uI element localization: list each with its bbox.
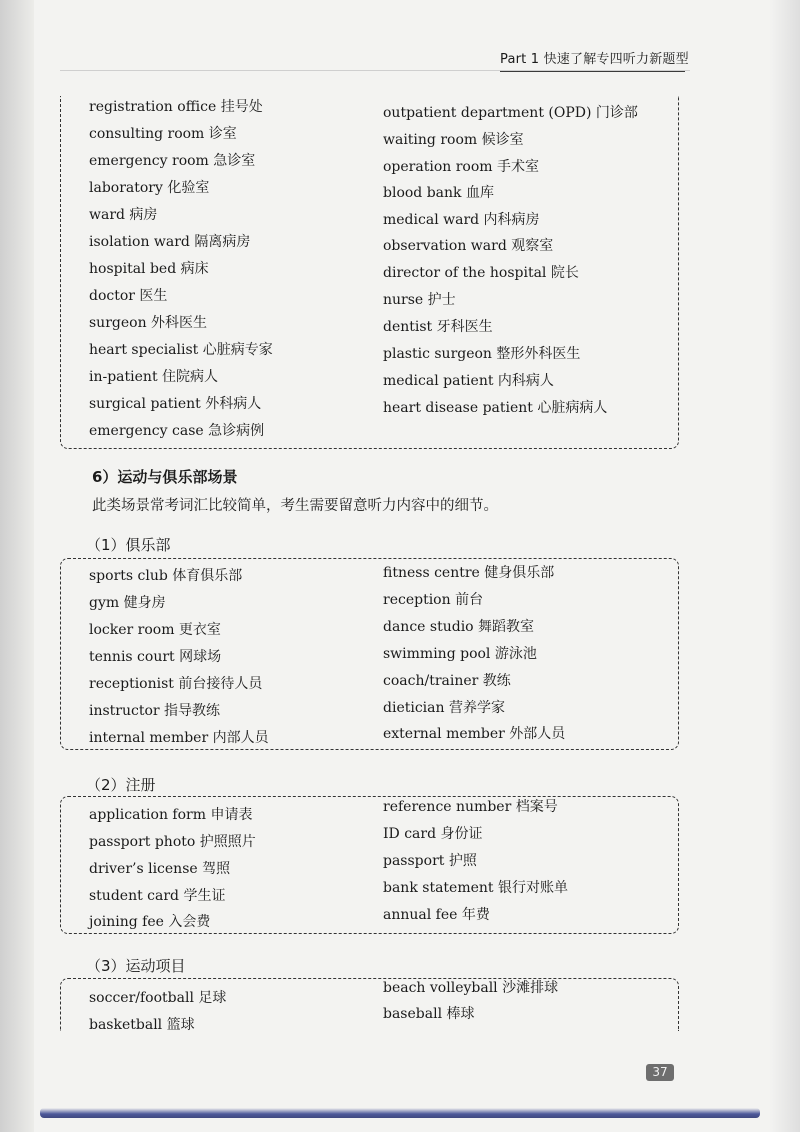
- vocab-term: operation room 手术室: [383, 159, 539, 175]
- vocab-term: medical patient 内科病人: [383, 373, 554, 389]
- vocab-term: heart disease patient 心脏病病人: [383, 400, 608, 416]
- vocab-term: reception 前台: [383, 592, 484, 608]
- vocab-term: ID card 身份证: [383, 826, 483, 842]
- registration-vocab-box: [60, 796, 679, 934]
- vocab-term: internal member 内部人员: [89, 730, 269, 746]
- vocab-term: receptionist 前台接待人员: [89, 676, 263, 692]
- vocab-term: reference number 档案号: [383, 799, 558, 815]
- vocab-term: basketball 篮球: [89, 1017, 195, 1033]
- page-shadow-left: [0, 0, 34, 1132]
- vocab-term: emergency room 急诊室: [89, 153, 256, 169]
- vocab-term: swimming pool 游泳池: [383, 646, 537, 662]
- vocab-term: emergency case 急诊病例: [89, 423, 265, 439]
- subsection-title-sports: （3）运动项目: [86, 957, 186, 975]
- vocab-term: laboratory 化验室: [89, 180, 210, 196]
- vocab-term: surgeon 外科医生: [89, 315, 208, 331]
- vocab-term: passport 护照: [383, 853, 477, 869]
- vocab-term: coach/trainer 教练: [383, 673, 511, 689]
- vocab-term: blood bank 血库: [383, 185, 494, 201]
- vocab-term: gym 健身房: [89, 595, 166, 611]
- header-rule: [60, 70, 690, 71]
- vocab-term: ward 病房: [89, 207, 158, 223]
- page-shadow-bottom: [40, 1108, 760, 1118]
- vocab-term: waiting room 候诊室: [383, 132, 524, 148]
- vocab-term: isolation ward 隔离病房: [89, 234, 251, 250]
- club-vocab-box: [60, 558, 679, 750]
- page-edge-right: [770, 0, 800, 1132]
- vocab-term: sports club 体育俱乐部: [89, 568, 243, 584]
- vocab-term: surgical patient 外科病人: [89, 396, 262, 412]
- vocab-term: nurse 护士: [383, 292, 456, 308]
- vocab-term: medical ward 内科病房: [383, 212, 540, 228]
- sports-vocab-box: [60, 978, 679, 1031]
- vocab-term: doctor 医生: [89, 288, 168, 304]
- vocab-term: plastic surgeon 整形外科医生: [383, 346, 581, 362]
- vocab-term: baseball 棒球: [383, 1006, 475, 1022]
- vocab-term: tennis court 网球场: [89, 649, 222, 665]
- vocab-term: bank statement 银行对账单: [383, 880, 568, 896]
- vocab-term: registration office 挂号处: [89, 99, 263, 115]
- subsection-title-club: （1）俱乐部: [86, 536, 171, 554]
- vocab-term: dentist 牙科医生: [383, 319, 493, 335]
- vocab-term: consulting room 诊室: [89, 126, 237, 142]
- vocab-term: external member 外部人员: [383, 726, 566, 742]
- page-number: 37: [646, 1064, 674, 1081]
- hospital-vocab-box: [60, 96, 679, 449]
- vocab-term: outpatient department (OPD) 门诊部: [383, 105, 638, 121]
- vocab-term: driver’s license 驾照: [89, 861, 231, 877]
- subsection-title-registration: （2）注册: [86, 776, 156, 794]
- vocab-term: heart specialist 心脏病专家: [89, 342, 273, 358]
- running-header: Part 1 快速了解专四听力新题型: [500, 48, 685, 72]
- vocab-term: soccer/football 足球: [89, 990, 227, 1006]
- vocab-term: annual fee 年费: [383, 907, 490, 923]
- vocab-term: fitness centre 健身俱乐部: [383, 565, 555, 581]
- vocab-term: observation ward 观察室: [383, 238, 554, 254]
- vocab-term: dietician 营养学家: [383, 700, 505, 716]
- section-description: 此类场景常考词汇比较简单，考生需要留意听力内容中的细节。: [92, 498, 498, 514]
- vocab-term: beach volleyball 沙滩排球: [383, 980, 559, 996]
- vocab-term: hospital bed 病床: [89, 261, 209, 277]
- vocab-term: in-patient 住院病人: [89, 369, 219, 385]
- vocab-term: passport photo 护照照片: [89, 834, 256, 850]
- vocab-term: application form 申请表: [89, 807, 253, 823]
- section-title: 6）运动与俱乐部场景: [92, 468, 238, 486]
- vocab-term: joining fee 入会费: [89, 914, 211, 930]
- vocab-term: instructor 指导教练: [89, 703, 221, 719]
- vocab-term: dance studio 舞蹈教室: [383, 619, 535, 635]
- vocab-term: student card 学生证: [89, 888, 226, 904]
- vocab-term: locker room 更衣室: [89, 622, 221, 638]
- vocab-term: director of the hospital 院长: [383, 265, 579, 281]
